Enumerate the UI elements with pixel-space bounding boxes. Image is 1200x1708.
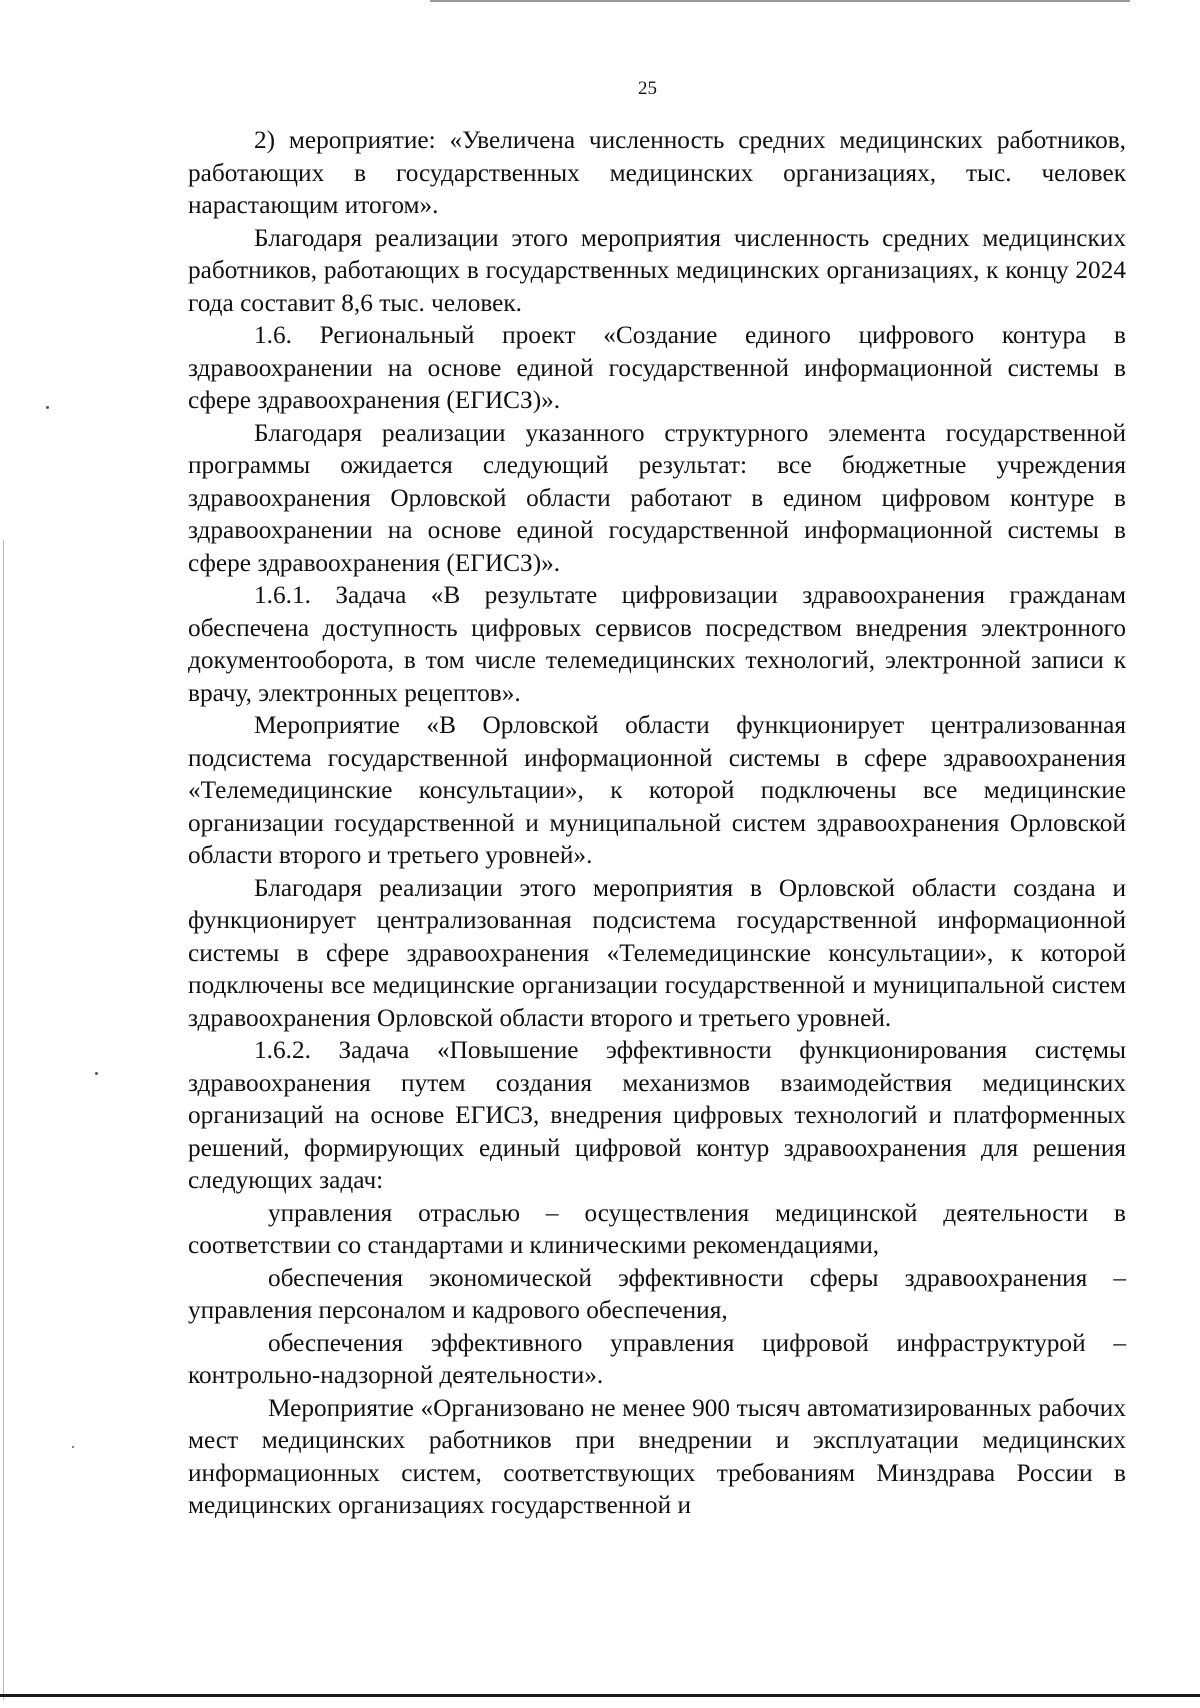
paragraph-measure-2-result: Благодаря реализации этого мероприятия численность средних медицинских работников, работающих в государственных медицинских организациях, к концу 2024 года составит 8,6 тыс. человек. bbox=[188, 223, 1126, 317]
paragraph-measure-2: 2) мероприятие: «Увеличена численность средних медицинских работников, работающих в государственных медицинских организациях, тыс. человек нарастающим итогом». bbox=[188, 126, 1126, 219]
page-number: 25 bbox=[638, 78, 657, 99]
paragraph-project-1-6: 1.6. Региональный проект «Создание единого цифрового контура в здравоохранении на основе единой государственной информационной системы в сфере здравоохранения (ЕГИСЗ)». bbox=[188, 321, 1126, 414]
list-item-digital-infrastructure: обеспечения эффективного управления цифровой инфраструктурой – контрольно-надзорной деятельности». bbox=[188, 1328, 1126, 1389]
document-body bbox=[188, 124, 1126, 1522]
scan-speck bbox=[46, 406, 49, 409]
paragraph-project-1-6-result: Благодаря реализации указанного структурного элемента государственной программы ожидается следующий результат: все бюджетные учреждения здравоохранения Орловской области работают в едином цифровом контуре в здравоохранении на основе единой государственной информационной системы в сфере здравоохранения (ЕГИСЗ)». bbox=[188, 418, 1126, 577]
paragraph-task-1-6-1: 1.6.1. Задача «В результате цифровизации здравоохранения гражданам обеспечена доступность цифровых сервисов посредством внедрения электронного документооборота, в том числе телемедицинских технологий, электронной записи к врачу, электронных рецептов». bbox=[188, 581, 1126, 707]
scan-top-edge-line bbox=[430, 0, 1130, 2]
scan-left-edge-line bbox=[3, 540, 4, 1700]
scan-speck bbox=[72, 1446, 74, 1448]
scan-bottom-edge-line bbox=[0, 1694, 1200, 1697]
paragraph-telemedicine-result: Благодаря реализации этого мероприятия в Орловской области создана и функционирует централизованная подсистема государственной информационной системы в сфере здравоохранения «Телемедицинские консультации», к которой подключены все медицинские организации государственной и муниципальной систем здравоохранения Орловской области второго и третьего уровней. bbox=[188, 873, 1126, 1032]
list-item-economic-efficiency: обеспечения экономической эффективности сферы здравоохранения – управления персоналом и кадрового обеспечения, bbox=[188, 1263, 1126, 1324]
paragraph-measure-telemedicine: Мероприятие «В Орловской области функционирует централизованная подсистема государственной информационной системы в сфере здравоохранения «Телемедицинские консультации», к которой подключены все медицинские организации государственной и муниципальной систем здравоохранения Орловской области второго и третьего уровней». bbox=[188, 711, 1126, 869]
paragraph-measure-workstations: Мероприятие «Организовано не менее 900 тысяч автоматизированных рабочих мест медицинских работников при внедрении и эксплуатации медицинских информационных систем, соответствующих требованиям Минздрава России в медицинских организациях государственной и bbox=[188, 1393, 1126, 1519]
paragraph-task-1-6-2: 1.6.2. Задача «Повышение эффективности функционирования системы здравоохранения путем создания механизмов взаимодействия медицинских организаций на основе ЕГИСЗ, внедрения цифровых технологий и платформенных решений, формирующих единый цифровой контур здравоохранения для решения следующих задач: bbox=[188, 1036, 1126, 1194]
list-item-industry-management: управления отраслью – осуществления медицинской деятельности в соответствии со стандартами и клиническими рекомендациями, bbox=[188, 1198, 1126, 1259]
scan-speck bbox=[95, 1072, 98, 1075]
